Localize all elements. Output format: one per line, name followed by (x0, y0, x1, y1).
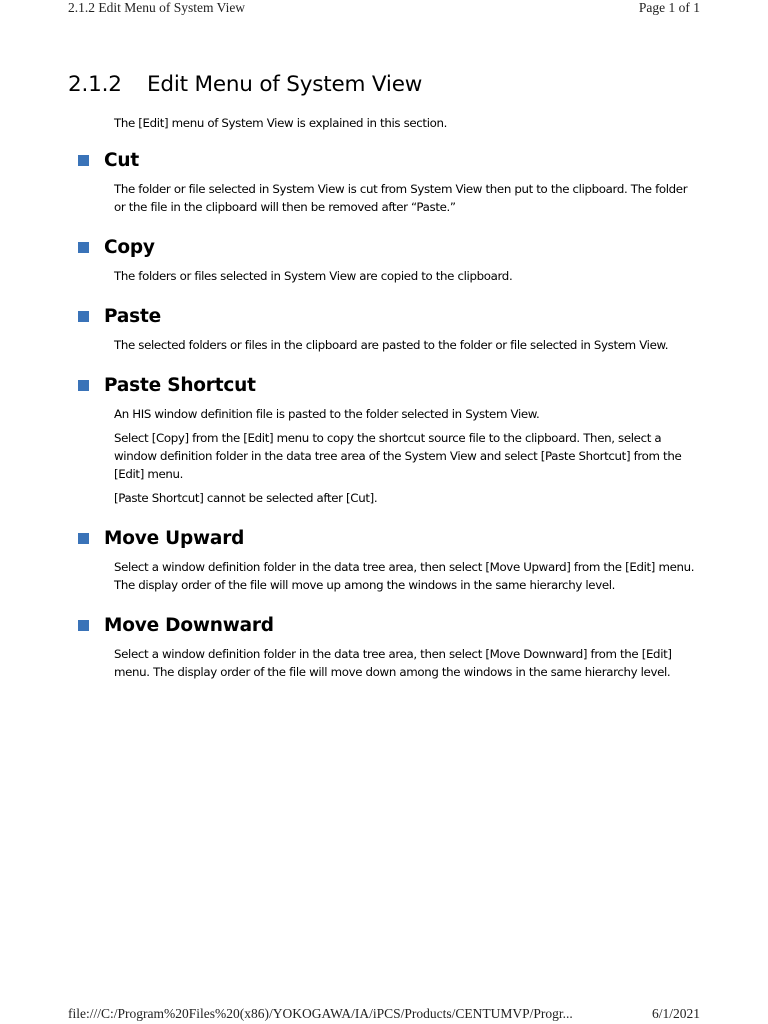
header-doc-title: 2.1.2 Edit Menu of System View (68, 0, 246, 15)
section-number: 2.1.2 (68, 72, 122, 97)
section-heading-label: Cut (104, 149, 139, 171)
section-title: Edit Menu of System View (147, 72, 423, 97)
section-heading-label: Move Downward (104, 614, 274, 636)
section-paragraph: The selected folders or files in the clipboard are pasted to the folder or file selected in System View. (114, 338, 669, 352)
section-body (68, 336, 700, 354)
intro-paragraph: The [Edit] menu of System View is explained in this section. (114, 116, 448, 130)
section-body (68, 180, 700, 216)
footer-file-url: file:///C:/Program%20Files%20(x86)/YOKOGAWA/IA/iPCS/Products/CENTUMVP/Progr... (68, 1006, 573, 1021)
square-bullet-icon (78, 155, 89, 166)
section-list (68, 146, 700, 681)
section-body (68, 405, 700, 507)
section-paragraph: The folder or file selected in System View is cut from System View then put to the clipboard. The folder or the file in the clipboard will then be removed after “Paste.” (114, 182, 688, 214)
section-heading-label: Paste (104, 305, 161, 327)
square-bullet-icon (78, 311, 89, 322)
section-copy (68, 233, 700, 285)
section-paragraph: An HIS window definition file is pasted to the folder selected in System View. (114, 407, 540, 421)
section-move-upward (68, 524, 700, 594)
footer-date: 6/1/2021 (651, 1006, 700, 1021)
section-body (68, 645, 700, 681)
section-paste (68, 302, 700, 354)
square-bullet-icon (78, 620, 89, 631)
section-paragraph: [Paste Shortcut] cannot be selected after [Cut]. (114, 491, 378, 505)
section-heading (78, 302, 700, 330)
section-paste-shortcut (68, 371, 700, 507)
section-cut (68, 146, 700, 216)
section-heading (78, 146, 700, 174)
section-paragraph: Select a window definition folder in the data tree area, then select [Move Downward] from the [Edit] menu. The display order of the file will move down among the windows in the same hierarchy level. (114, 647, 672, 679)
square-bullet-icon (78, 380, 89, 391)
section-body (68, 267, 700, 285)
section-heading (78, 371, 700, 399)
section-move-downward (68, 611, 700, 681)
section-heading-label: Paste Shortcut (104, 374, 256, 396)
header-page-number: Page 1 of 1 (638, 0, 700, 15)
page-title (68, 72, 700, 97)
section-body (68, 558, 700, 594)
section-paragraph: Select [Copy] from the [Edit] menu to copy the shortcut source file to the clipboard. Then, select a window definition folder in the data tree area of the System View and select [Paste Shortcut] from the [Edit] menu. (114, 431, 682, 481)
document-content (68, 72, 700, 681)
print-header (68, 0, 700, 16)
section-heading (78, 233, 700, 261)
section-heading (78, 524, 700, 552)
section-heading (78, 611, 700, 639)
section-heading-label: Move Upward (104, 527, 245, 549)
square-bullet-icon (78, 242, 89, 253)
section-paragraph: Select a window definition folder in the data tree area, then select [Move Upward] from the [Edit] menu. The display order of the file will move up among the windows in the same hierarchy level. (114, 560, 695, 592)
section-heading-label: Copy (104, 236, 155, 258)
print-footer (68, 1006, 700, 1022)
square-bullet-icon (78, 533, 89, 544)
section-paragraph: The folders or files selected in System View are copied to the clipboard. (114, 269, 513, 283)
